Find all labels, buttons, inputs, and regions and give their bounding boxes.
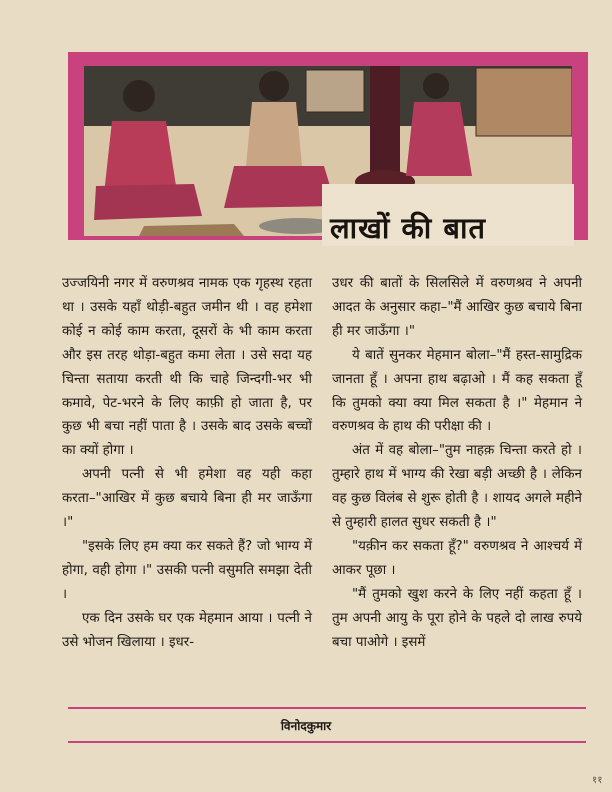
divider-bottom <box>68 741 586 743</box>
paragraph: "मैं तुमको खुश करने के लिए नहीं कहता हूँ । तुम अपनी आयु के पूरा होने के पहले दो लाख रुपये बचा पाओगे । इसमें <box>332 586 582 650</box>
paragraph: अंत में वह बोला–"तुम नाहक़ चिन्ता करते हो । तुम्हारे हाथ में भाग्य की रेखा बड़ी अच्छी है । लेकिन वह कुछ विलंब से शुरू होती है । शायद अगले महीने से तुम्हारी हालत सुधर सकती है ।" <box>332 443 582 531</box>
paragraph: उधर की बातों के सिलसिले में वरुणश्रव ने अपनी आदत के अनुसार कहा–"मैं आखिर कुछ बचाये बिना ही मर जाऊँगा ।" <box>332 276 582 339</box>
divider-top <box>68 707 586 709</box>
story-title: लाखों की बात <box>330 211 486 245</box>
paragraph: उज्जयिनी नगर में वरुणश्रव नामक एक गृहस्थ रहता था । उसके यहाँ थोड़ी-बहुत जमीन थी । वह हमेशा कोई न कोई काम करता, दूसरों के भी काम करता और इस तरह थोड़ा-बहुत कमा लेता । उसे सदा यह चिन्ता सताया करती थी कि चाहे जिन्दगी-भर भी कमावे, पेट-भरने के लिए काफ़ी हो जाता है, पर कुछ भी बचा नहीं पाता है । उसके बाद उसके बच्चों का क्यों होगा । <box>62 276 312 459</box>
text-column-right <box>332 272 582 655</box>
text-column-left <box>62 272 312 655</box>
paragraph: एक दिन उसके घर एक मेहमान आया । पत्नी ने उसे भोजन खिलाया । इधर- <box>62 610 312 650</box>
paragraph: "इसके लिए हम क्या कर सकते हैं? जो भाग्य में होगा, वही होगा ।" उसकी पत्नी वसुमति समझा देती । <box>62 538 312 602</box>
paragraph: "यक़ीन कर सकता हूँ?" वरुणश्रव ने आश्चर्य में आकर पूछा । <box>332 538 582 578</box>
paragraph: ये बातें सुनकर मेहमान बोला–"मैं हस्त-सामुद्रिक जानता हूँ । अपना हाथ बढ़ाओ । मैं कह सकता हूँ कि तुमको क्या क्या मिल सकता है ।" मेहमान ने वरुणश्रव के हाथ की परीक्षा की । <box>332 347 582 435</box>
paragraph: अपनी पत्नी से भी हमेशा वह यही कहा करता–"आखिर में कुछ बचाये बिना ही मर जाऊँगा ।" <box>62 467 312 531</box>
author-name: विनोदकुमार <box>280 719 332 733</box>
page-number: ११ <box>592 775 603 786</box>
